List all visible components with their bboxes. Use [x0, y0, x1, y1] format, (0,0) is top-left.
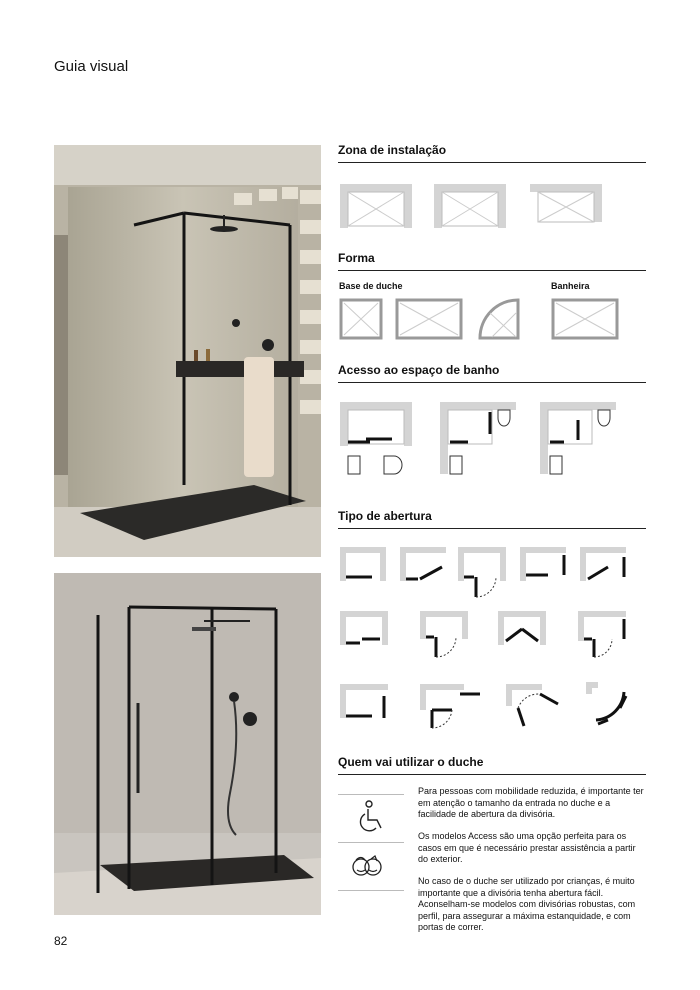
section-title-users: Quem vai utilizar o duche — [338, 755, 646, 775]
access-front-icon — [338, 400, 414, 478]
wheelchair-icon — [358, 800, 384, 836]
installation-alcove-icon — [432, 182, 508, 230]
bathtub-label: Banheira — [551, 281, 590, 291]
children-paragraph: No caso de o duche ser utilizado por crianças, é muito importante que a divisória tenha abertura fácil. Aconselham-se modelos com divisórias robustas, com perfil, para assegurar a máxima estanquidade, e com portas de correr. — [418, 876, 636, 932]
section-title-shape: Forma — [338, 251, 646, 271]
square-base-icon — [338, 297, 384, 341]
bathtub-shape-icon — [550, 297, 620, 341]
divider-line — [338, 842, 404, 843]
installation-wall-icon — [528, 182, 604, 230]
section-title-installation-zone: Zona de instalação — [338, 143, 646, 163]
access-side-icon — [438, 400, 518, 478]
opening-hinged-icon — [456, 545, 508, 601]
opening-corner-angled-icon — [578, 545, 628, 583]
divider-line — [338, 890, 404, 891]
access-corner-icon — [538, 400, 618, 478]
walk-in-shower-photo — [54, 145, 321, 557]
shower-base-label: Base de duche — [339, 281, 403, 291]
opening-curved-icon — [584, 680, 632, 728]
page-number: 82 — [54, 934, 68, 948]
opening-fixed-side-icon — [518, 545, 568, 583]
opening-bifold-icon — [496, 609, 548, 649]
section-title-access: Acesso ao espaço de banho — [338, 363, 646, 383]
opening-hinged-inline-icon — [418, 609, 470, 661]
framed-shower-photo — [54, 573, 321, 915]
opening-double-sliding-icon — [338, 609, 390, 649]
opening-angled-icon — [398, 545, 448, 585]
section-title-opening-type: Tipo de abertura — [338, 509, 646, 529]
installation-corner-icon — [338, 182, 414, 230]
children-icon — [351, 852, 383, 880]
divider-line — [338, 794, 404, 795]
page-title: Guia visual — [54, 58, 129, 75]
opening-pivot-corner-icon — [418, 682, 484, 730]
opening-double-hinged-icon — [504, 682, 562, 730]
opening-hinged-side-icon — [576, 609, 628, 663]
quarter-round-base-icon — [476, 297, 522, 341]
access-models-paragraph: Os modelos Access são uma opção perfeita para os casos em que é necessário prestar assistência a partir do exterior. — [418, 831, 636, 864]
mobility-paragraph: Para pessoas com mobilidade reduzida, é importante ter em atenção o tamanho da entrada no duche e a facilidade de abertura da divisória. — [418, 786, 644, 819]
opening-sliding-icon — [338, 545, 388, 583]
opening-corner-sliding-icon — [338, 682, 390, 722]
rectangular-base-icon — [394, 297, 464, 341]
